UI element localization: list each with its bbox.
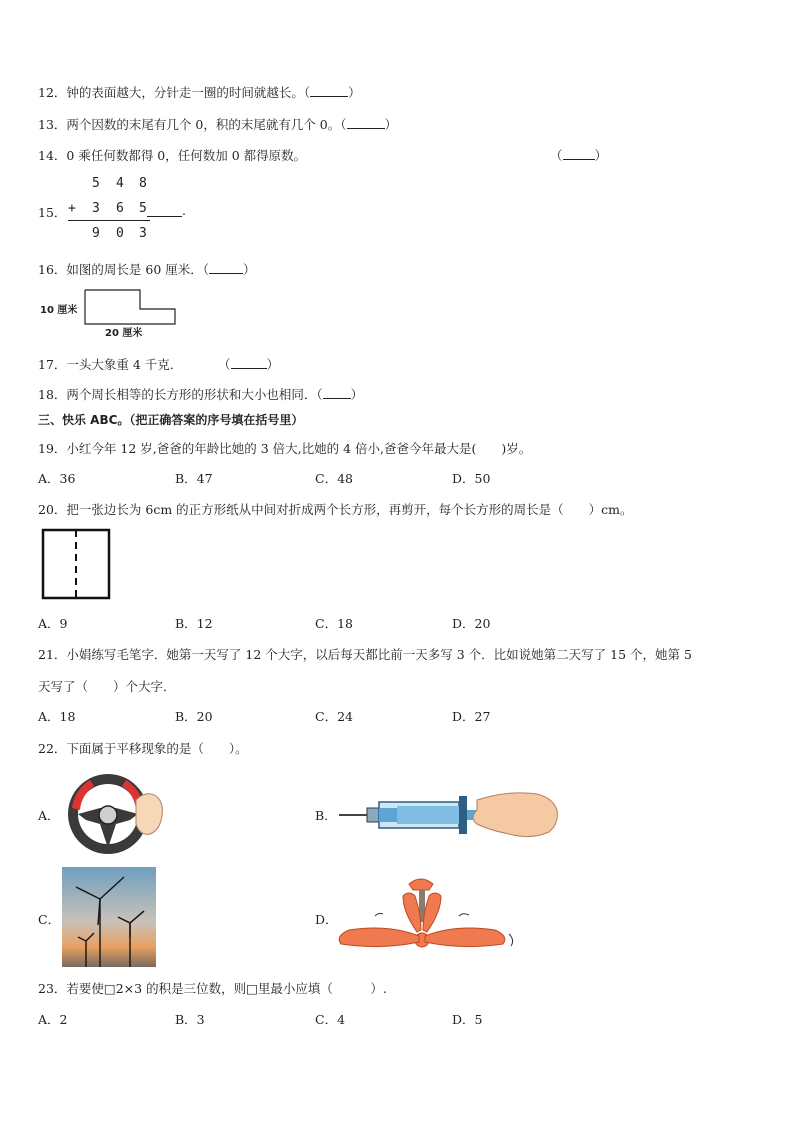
answer-blank-17[interactable] [231,356,267,369]
perimeter-figure [36,288,216,338]
paren-close: ） [266,357,280,372]
hand-icon [136,794,162,835]
option-b[interactable]: B． [315,808,337,823]
answer-blank-16[interactable] [209,261,243,274]
paren-open: （ [218,357,231,372]
option-d[interactable]: D．27 [452,709,491,724]
addend1-digit: 5 [92,176,100,191]
folded-square-figure [42,529,112,601]
addend2-digit: 5 [139,201,147,216]
paren-close: ） [243,262,256,277]
question-16-text: 16．如图的周长是 60 厘米．（ [38,262,210,277]
square-outline [43,530,109,598]
option-b[interactable]: B．20 [175,709,213,724]
question-15-label: 15． [38,205,67,220]
addend1-digit: 4 [116,176,124,191]
ceiling-fan-image [335,870,525,965]
hand-icon [473,793,557,837]
question-14-text: 14．0 乘任何数都得 0，任何数加 0 都得原数。 [38,148,307,163]
answer-blank-12[interactable] [310,84,348,97]
section-3-heading: 三、快乐 ABC。（把正确答案的序号填在括号里） [38,413,304,427]
paren-close: ） [384,117,398,132]
question-17-answer [218,355,279,373]
option-a[interactable]: A． [38,808,60,823]
question-23-text: 23．若要使□2×3 的积是三位数，则□里最小应填（ ）. [38,981,387,996]
stepped-shape [85,290,175,324]
answer-blank-13[interactable] [347,116,385,129]
paren-open: （ [550,148,563,163]
paren-close: ） [350,387,364,402]
option-d[interactable]: D．5 [452,1012,483,1027]
option-c[interactable]: C． [38,912,61,927]
option-d[interactable]: D． [315,912,338,927]
answer-blank-18[interactable] [323,386,351,399]
option-d[interactable]: D．50 [452,471,491,486]
paren-close: ） [594,148,608,163]
option-a[interactable]: A．2 [38,1012,68,1027]
width-label: 20 厘米 [105,328,143,339]
question-12-text: 12．钟的表面越大，分针走一圈的时间就越长。（ [38,85,311,100]
question-18 [38,385,363,403]
option-c[interactable]: C．48 [315,471,353,486]
option-a[interactable]: A．18 [38,709,76,724]
sum-line [68,220,150,221]
option-a[interactable]: A．9 [38,616,68,631]
question-19-text: 19．小红今年 12 岁,爸爸的年龄比她的 3 倍大,比她的 4 倍小,爸爸今年最大是( )岁。 [38,441,532,456]
question-20-text: 20．把一张边长为 6cm 的正方形纸从中间对折成两个长方形，再剪开，每个长方形的周长是（ ）cm。 [38,502,633,517]
question-14 [38,146,306,164]
sum-digit: 0 [116,226,124,241]
wind-turbines-image [62,867,156,967]
question-13-text: 13．两个因数的末尾有几个 0，积的末尾就有几个 0。（ [38,117,347,132]
sum-digit: 9 [92,226,100,241]
syringe-image [337,780,562,850]
option-c[interactable]: C．4 [315,1012,346,1027]
period: . [182,203,186,218]
option-b[interactable]: B．47 [175,471,213,486]
addend2-digit: 3 [92,201,100,216]
option-b[interactable]: B．12 [175,616,213,631]
question-17 [38,355,182,373]
option-b[interactable]: B．3 [175,1012,205,1027]
option-c[interactable]: C．18 [315,616,353,631]
option-c[interactable]: C．24 [315,709,353,724]
question-21-line1: 21．小娟练写毛笔字．她第一天写了 12 个大字，以后每天都比前一天多写 3 个．比如说她第二天写了 15 个，她第 5 [38,647,692,662]
sum-digit: 3 [139,226,147,241]
question-17-text: 17．一头大象重 4 千克． [38,357,183,372]
question-12 [38,83,361,101]
ceiling-fan-icon [339,879,505,947]
question-18-text: 18．两个周长相等的长方形的形状和大小也相同．（ [38,387,323,402]
answer-blank-15[interactable] [147,216,182,217]
addend1-digit: 8 [139,176,147,191]
height-label: 10 厘米 [40,305,78,316]
paren-close: ） [348,85,361,100]
question-16 [38,260,256,278]
addend2-digit: 6 [116,201,124,216]
steering-wheel-image [60,770,170,860]
option-a[interactable]: A．36 [38,471,76,486]
question-22-text: 22．下面属于平移现象的是（ ）。 [38,741,248,756]
plus-sign: + [68,201,76,216]
question-14-answer [550,146,607,164]
option-d[interactable]: D．20 [452,616,491,631]
question-13 [38,115,397,133]
answer-blank-14[interactable] [563,147,595,160]
question-21-line2: 天写了（ ）个大字． [38,679,176,694]
